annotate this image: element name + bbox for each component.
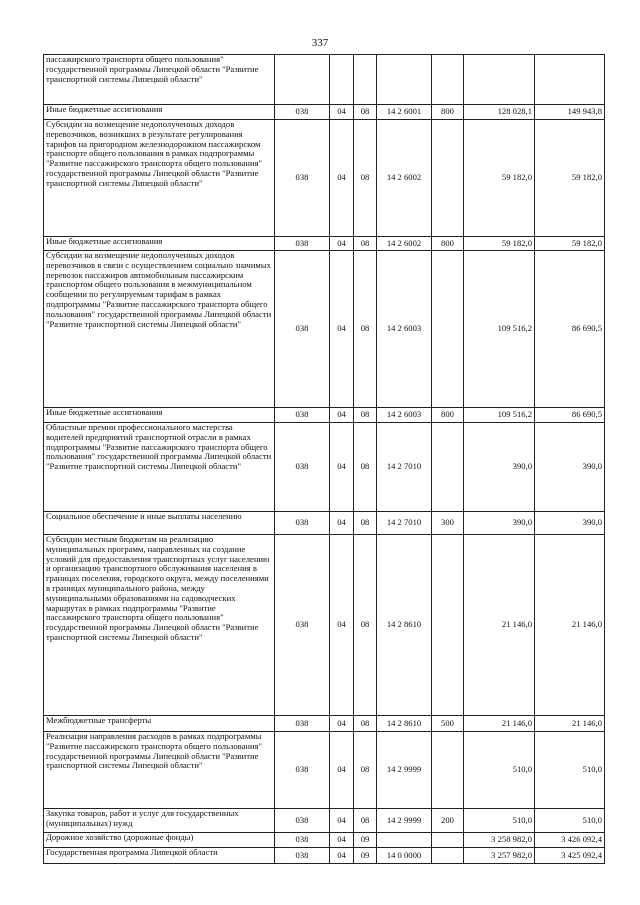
table-row (44, 408, 605, 423)
row-expense-type: 800 (432, 237, 464, 251)
row-section: 04 (330, 237, 354, 251)
table-row (44, 809, 605, 833)
row-name: Иные бюджетные ассигнования (44, 237, 275, 251)
row-target-article: 14 2 7010 (377, 512, 432, 535)
row-expense-type: 800 (432, 105, 464, 120)
row-name: Межбюджетные трансферты (44, 716, 275, 732)
row-target-article: 14 2 6001 (377, 105, 432, 120)
row-subsection: 08 (354, 809, 377, 833)
row-expense-type (432, 535, 464, 716)
row-target-article: 14 2 6002 (377, 237, 432, 251)
row-sum-year2: 59 182,0 (535, 237, 605, 251)
row-grbs: 038 (275, 535, 330, 716)
row-grbs: 038 (275, 833, 330, 848)
row-section: 04 (330, 512, 354, 535)
row-section (330, 55, 354, 105)
row-expense-type: 300 (432, 512, 464, 535)
row-grbs: 038 (275, 512, 330, 535)
row-sum-year2: 510,0 (535, 809, 605, 833)
row-expense-type (432, 848, 464, 864)
row-grbs: 038 (275, 716, 330, 732)
row-sum-year1: 21 146,0 (464, 716, 535, 732)
table-row (44, 535, 605, 716)
row-name: Государственная программа Липецкой области (44, 848, 275, 864)
row-sum-year1 (464, 55, 535, 105)
row-name: Закупка товаров, работ и услуг для государственных (муниципальных) нужд (44, 809, 275, 833)
row-subsection: 08 (354, 105, 377, 120)
row-sum-year1: 21 146,0 (464, 535, 535, 716)
row-name: Областные премии профессионального мастерства водителей предприятий транспортной отрасли в рамках подпрограммы "Развитие пассажирского транспорта общего пользования" государственной программы Липецкой области "Развитие транспортной системы Липецкой области" (44, 423, 275, 512)
row-sum-year1: 510,0 (464, 809, 535, 833)
row-target-article: 14 2 9999 (377, 809, 432, 833)
table-row (44, 251, 605, 408)
row-sum-year2: 390,0 (535, 423, 605, 512)
row-expense-type (432, 423, 464, 512)
row-sum-year2: 86 690,5 (535, 251, 605, 408)
row-sum-year2: 149 943,8 (535, 105, 605, 120)
row-target-article: 14 2 9999 (377, 732, 432, 809)
row-target-article: 14 2 6003 (377, 251, 432, 408)
row-grbs: 038 (275, 848, 330, 864)
row-subsection: 08 (354, 251, 377, 408)
row-grbs: 038 (275, 237, 330, 251)
row-grbs: 038 (275, 120, 330, 237)
row-name: Субсидии местным бюджетам на реализацию муниципальных программ, направленных на создание условий для предоставления транспортных услуг населению и организацию транспортного обслуживания населения в границах поселения, городского округа, между поселениями в границах муниципального района, между муниципальными образованиями на садоводческих маршрутах в рамках подпрограммы "Развитие пассажирского транспорта общего пользования" государственной программы Липецкой области "Развитие транспортной системы Липецкой области" (44, 535, 275, 716)
row-sum-year1: 390,0 (464, 423, 535, 512)
row-section: 04 (330, 105, 354, 120)
row-grbs: 038 (275, 809, 330, 833)
row-name: Иные бюджетные ассигнования (44, 408, 275, 423)
row-name: Субсидии на возмещение недополученных доходов перевозчиков в связи с осуществлением социально значимых перевозок пассажиров автомобильным пассажирским транспортом общего пользования в межмуниципальном сообщении по регулируемым тарифам в рамках подпрограммы "Развитие пассажирского транспорта общего пользования" государственной программы Липецкой области "Развитие транспортной системы Липецкой области" (44, 251, 275, 408)
row-sum-year1: 510,0 (464, 732, 535, 809)
table-row (44, 120, 605, 237)
row-section: 04 (330, 251, 354, 408)
row-expense-type (432, 120, 464, 237)
row-name: Субсидии на возмещение недополученных доходов перевозчиков, возникших в результате регулирования тарифов на пригородном железнодорожном пассажирском транспорте общего пользования в рамках подпрограммы "Развитие пассажирского транспорта общего пользования" государственной программы Липецкой области "Развитие транспортной системы Липецкой области" (44, 120, 275, 237)
row-grbs: 038 (275, 732, 330, 809)
row-subsection: 09 (354, 848, 377, 864)
row-section: 04 (330, 833, 354, 848)
row-expense-type: 800 (432, 408, 464, 423)
row-section: 04 (330, 716, 354, 732)
row-subsection: 09 (354, 833, 377, 848)
row-target-article (377, 55, 432, 105)
row-sum-year2: 21 146,0 (535, 535, 605, 716)
row-sum-year1: 59 182,0 (464, 120, 535, 237)
row-expense-type: 200 (432, 809, 464, 833)
row-subsection: 08 (354, 408, 377, 423)
row-sum-year1: 3 257 982,0 (464, 848, 535, 864)
row-sum-year2: 390,0 (535, 512, 605, 535)
row-expense-type (432, 55, 464, 105)
budget-table (43, 54, 605, 864)
row-grbs (275, 55, 330, 105)
row-grbs: 038 (275, 423, 330, 512)
row-subsection: 08 (354, 716, 377, 732)
row-name: Дорожное хозяйство (дорожные фонды) (44, 833, 275, 848)
row-sum-year1: 3 258 982,0 (464, 833, 535, 848)
row-expense-type (432, 251, 464, 408)
row-name: Иные бюджетные ассигнования (44, 105, 275, 120)
row-target-article: 14 2 8610 (377, 535, 432, 716)
row-sum-year2: 3 426 092,4 (535, 833, 605, 848)
row-sum-year2: 3 425 092,4 (535, 848, 605, 864)
table-row (44, 512, 605, 535)
row-sum-year2: 510,0 (535, 732, 605, 809)
row-name: Социальное обеспечение и иные выплаты населению (44, 512, 275, 535)
row-section: 04 (330, 732, 354, 809)
row-subsection: 08 (354, 423, 377, 512)
row-sum-year1: 390,0 (464, 512, 535, 535)
row-subsection: 08 (354, 237, 377, 251)
row-grbs: 038 (275, 408, 330, 423)
row-sum-year2 (535, 55, 605, 105)
row-expense-type (432, 833, 464, 848)
table-row (44, 55, 605, 105)
row-subsection: 08 (354, 535, 377, 716)
row-name: Реализация направления расходов в рамках подпрограммы "Развитие пассажирского транспорта общего пользования" государственной программы Липецкой области "Развитие транспортной системы Липецкой области" (44, 732, 275, 809)
row-subsection: 08 (354, 732, 377, 809)
row-sum-year1: 109 516,2 (464, 408, 535, 423)
row-target-article: 14 2 6002 (377, 120, 432, 237)
table-row (44, 833, 605, 848)
row-target-article: 14 2 7010 (377, 423, 432, 512)
row-section: 04 (330, 809, 354, 833)
row-expense-type (432, 732, 464, 809)
row-sum-year2: 86 690,5 (535, 408, 605, 423)
row-target-article (377, 833, 432, 848)
table-row (44, 716, 605, 732)
row-section: 04 (330, 423, 354, 512)
row-section: 04 (330, 535, 354, 716)
table-row (44, 105, 605, 120)
table-row (44, 848, 605, 864)
row-sum-year1: 59 182,0 (464, 237, 535, 251)
table-row (44, 237, 605, 251)
row-section: 04 (330, 848, 354, 864)
row-subsection: 08 (354, 512, 377, 535)
table-row (44, 423, 605, 512)
row-section: 04 (330, 408, 354, 423)
row-grbs: 038 (275, 251, 330, 408)
row-section: 04 (330, 120, 354, 237)
row-sum-year1: 128 028,1 (464, 105, 535, 120)
row-target-article: 14 2 6003 (377, 408, 432, 423)
row-sum-year2: 59 182,0 (535, 120, 605, 237)
row-sum-year2: 21 146,0 (535, 716, 605, 732)
row-subsection (354, 55, 377, 105)
row-grbs: 038 (275, 105, 330, 120)
row-target-article: 14 2 8610 (377, 716, 432, 732)
row-name: пассажирского транспорта общего пользования" государственной программы Липецкой области "Развитие транспортной системы Липецкой области" (44, 55, 275, 105)
row-target-article: 14 0 0000 (377, 848, 432, 864)
row-sum-year1: 109 516,2 (464, 251, 535, 408)
row-subsection: 08 (354, 120, 377, 237)
table-row (44, 732, 605, 809)
page-number: 337 (311, 37, 329, 49)
row-expense-type: 500 (432, 716, 464, 732)
